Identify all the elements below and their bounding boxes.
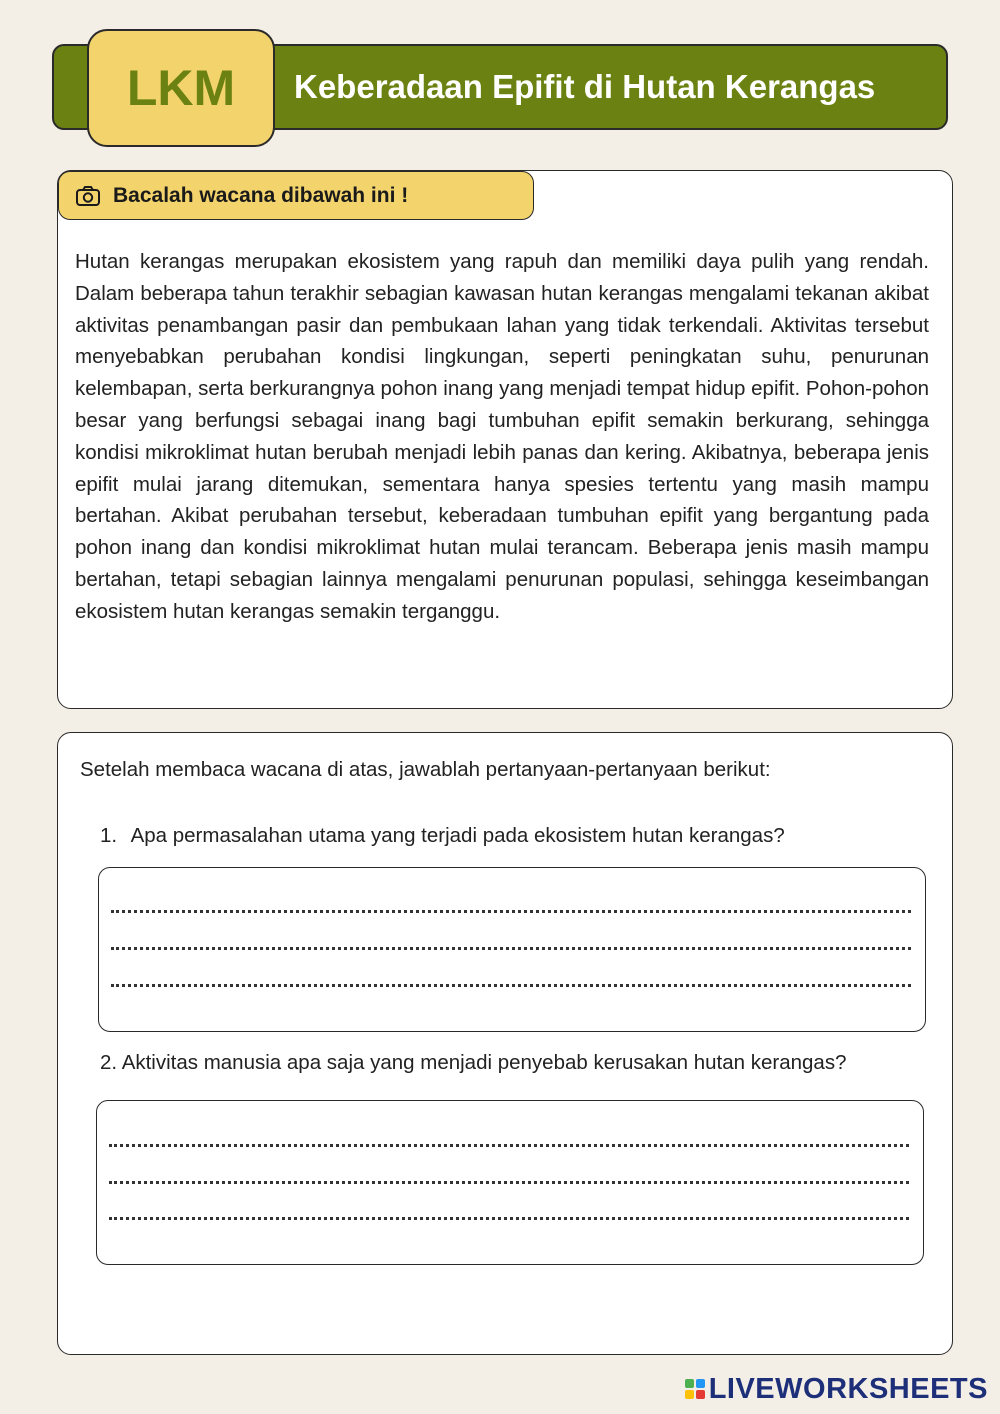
liveworksheets-brand: LIVEWORKSHEETS: [708, 1372, 988, 1405]
answer-box-1[interactable]: [98, 867, 926, 1032]
logo-tile: [696, 1390, 705, 1399]
question-text: Aktivitas manusia apa saja yang menjadi penyebab kerusakan hutan kerangas?: [121, 1051, 847, 1074]
question-1: [100, 824, 785, 848]
logo-tile: [685, 1379, 694, 1388]
answer-line: [109, 1144, 909, 1147]
question-text: Apa permasalahan utama yang terjadi pada ekosistem hutan kerangas?: [130, 824, 785, 847]
answer-box-2[interactable]: [96, 1100, 924, 1265]
answer-line: [109, 1217, 909, 1220]
question-number: 1.: [100, 824, 118, 847]
lkm-badge: LKM: [87, 29, 275, 147]
reading-passage: Hutan kerangas merupakan ekosistem yang rapuh dan memiliki daya pulih yang rendah. Dalam beberapa tahun terakhir sebagian kawasan hutan kerangas mengalami tekanan akibat aktivitas penambangan pasir dan pembukaan lahan yang tidak terkendali. Aktivitas tersebut menyebabkan perubahan kondisi lingkungan, seperti peningkatan suhu, penurunan kelembapan, serta berkurangnya pohon inang yang menjadi tempat hidup epifit. Pohon-pohon besar yang berfungsi sebagai inang bagi tumbuhan epifit semakin berkurang, sehingga kondisi mikroklimat hutan berubah menjadi lebih panas dan kering. Akibatnya, beberapa jenis epifit mulai jarang ditemukan, sementara hanya spesies tertentu yang masih mampu bertahan. Akibat perubahan tersebut, keberadaan tumbuhan epifit yang bergantung pada pohon inang dan kondisi mikroklimat hutan mulai terancam. Beberapa jenis masih mampu bertahan, tetapi sebagian lainnya mengalami penurunan populasi, sehingga keseimbangan ekosistem hutan kerangas semakin terganggu.: [75, 250, 929, 623]
question-2: [100, 1051, 847, 1075]
questions-intro: Setelah membaca wacana di atas, jawablah pertanyaan-pertanyaan berikut:: [80, 758, 771, 781]
answer-line: [111, 910, 911, 913]
liveworksheets-footer: [685, 1372, 988, 1406]
reading-instruction-tag: [58, 171, 534, 220]
answer-line: [111, 947, 911, 950]
question-number: 2.: [100, 1051, 118, 1074]
camera-icon: [75, 185, 101, 207]
answer-line: [111, 984, 911, 987]
answer-line: [109, 1181, 909, 1184]
logo-tile: [685, 1390, 694, 1399]
page-title: Keberadaan Epifit di Hutan Kerangas: [294, 68, 876, 105]
liveworksheets-logo-icon: [685, 1379, 705, 1399]
logo-tile: [696, 1379, 705, 1388]
reading-instruction: Bacalah wacana dibawah ini !: [113, 183, 409, 207]
